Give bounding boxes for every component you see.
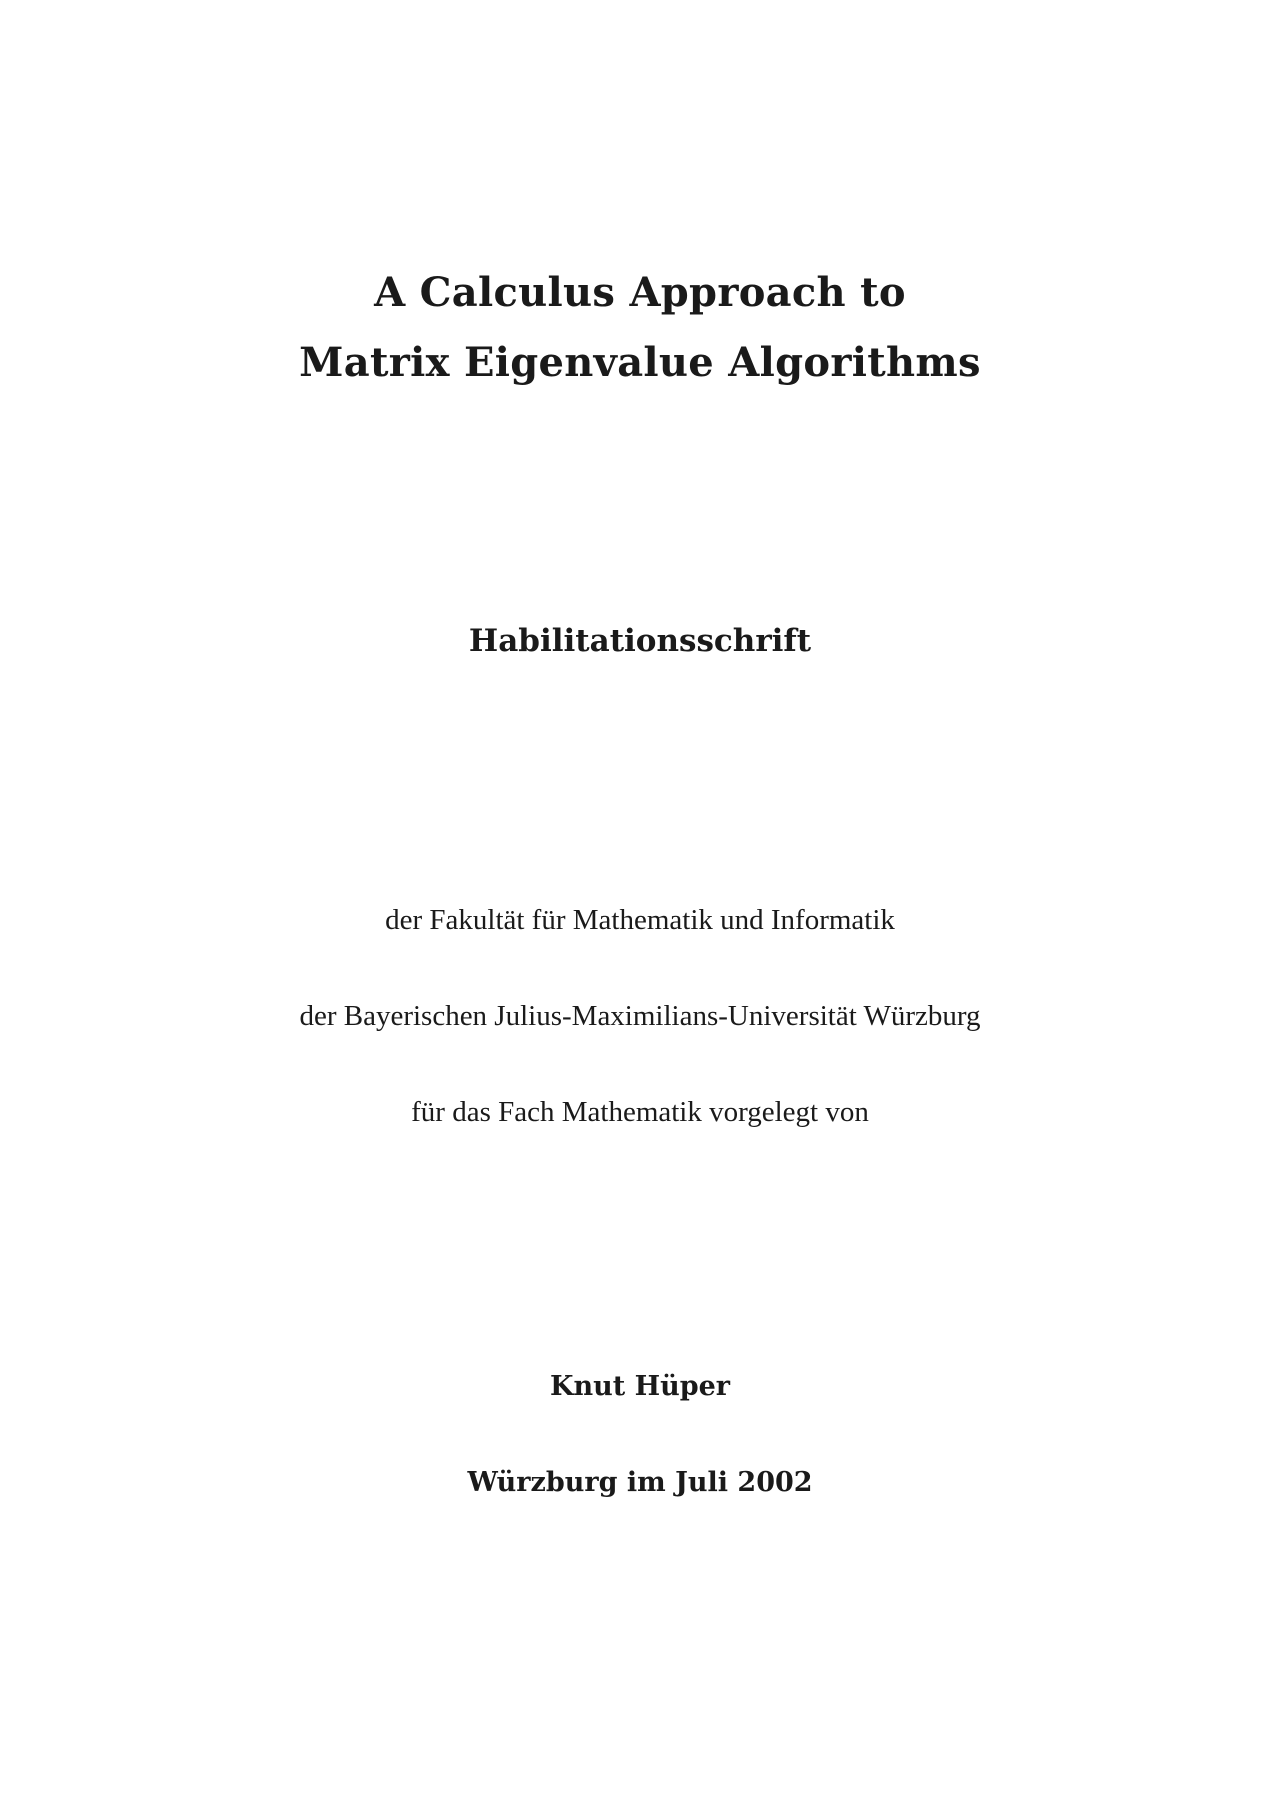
subject-line: für das Fach Mathematik vorgelegt von <box>411 1096 869 1128</box>
author-name: Knut Hüper <box>549 1371 731 1402</box>
university-line: der Bayerischen Julius-Maximilians-Universität Würzburg <box>299 1000 981 1032</box>
title-line-2: Matrix Eigenvalue Algorithms <box>299 339 981 386</box>
title-line-1: A Calculus Approach to <box>374 269 906 316</box>
document-type: Habilitationsschrift <box>468 623 812 659</box>
faculty-line: der Fakultät für Mathematik und Informatik <box>385 904 895 936</box>
place-date: Würzburg im Juli 2002 <box>467 1467 813 1498</box>
